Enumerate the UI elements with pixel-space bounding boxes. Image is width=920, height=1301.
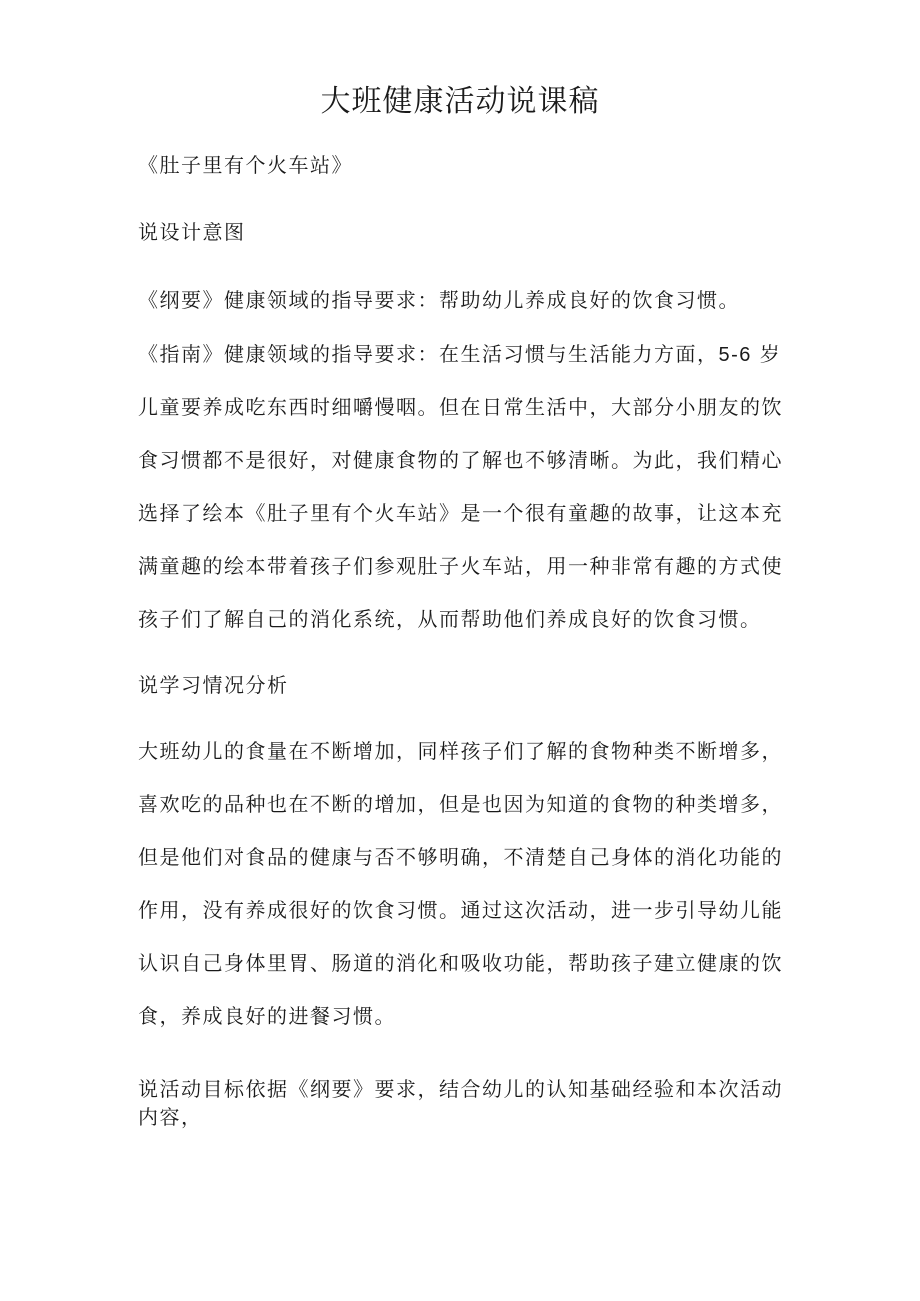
goals-paragraph-line: 内容， (138, 1105, 203, 1129)
design-paragraph-line (138, 340, 781, 369)
design-paragraph-line: 选择了绘本《肚子里有个火车站》是一个很有童趣的故事，让这本充 (138, 501, 783, 525)
design-heading: 说设计意图 (138, 220, 246, 244)
design-paragraph-line: 《纲要》健康领域的指导要求：帮助幼儿养成良好的饮食习惯。 (138, 288, 740, 312)
analysis-paragraph-line: 喜欢吃的品种也在不断的增加，但是也因为知道的食物的种类增多， (138, 792, 783, 816)
design-paragraph-line: 儿童要养成吃东西时细嚼慢咽。但在日常生活中，大部分小朋友的饮 (138, 395, 783, 419)
analysis-paragraph-line: 认识自己身体里胃、肠道的消化和吸收功能，帮助孩子建立健康的饮 (138, 951, 783, 975)
design-text-segment: 岁 (751, 342, 782, 366)
document-title: 大班健康活动说课稿 (320, 84, 600, 119)
subtitle: 《肚子里有个火车站》 (138, 153, 353, 177)
design-paragraph-line: 孩子们了解自己的消化系统，从而帮助他们养成良好的饮食习惯。 (138, 607, 762, 631)
analysis-paragraph-line: 食，养成良好的进餐习惯。 (138, 1004, 396, 1028)
design-text-segment: 《指南》健康领域的指导要求：在生活习惯与生活能力方面， (138, 342, 719, 366)
design-paragraph-line: 食习惯都不是很好，对健康食物的了解也不够清晰。为此，我们精心 (138, 448, 783, 472)
goals-paragraph-line: 说活动目标依据《纲要》要求，结合幼儿的认知基础经验和本次活动 (138, 1077, 783, 1101)
design-paragraph-line: 满童趣的绘本带着孩子们参观肚子火车站，用一种非常有趣的方式使 (138, 554, 783, 578)
analysis-paragraph-line: 但是他们对食品的健康与否不够明确，不清楚自己身体的消化功能的 (138, 845, 783, 869)
age-range: 5-6 (718, 344, 752, 366)
analysis-paragraph-line: 作用，没有养成很好的饮食习惯。通过这次活动，进一步引导幼儿能 (138, 898, 783, 922)
analysis-paragraph-line: 大班幼儿的食量在不断增加，同样孩子们了解的食物种类不断增多， (138, 739, 783, 763)
analysis-heading: 说学习情况分析 (138, 673, 289, 697)
